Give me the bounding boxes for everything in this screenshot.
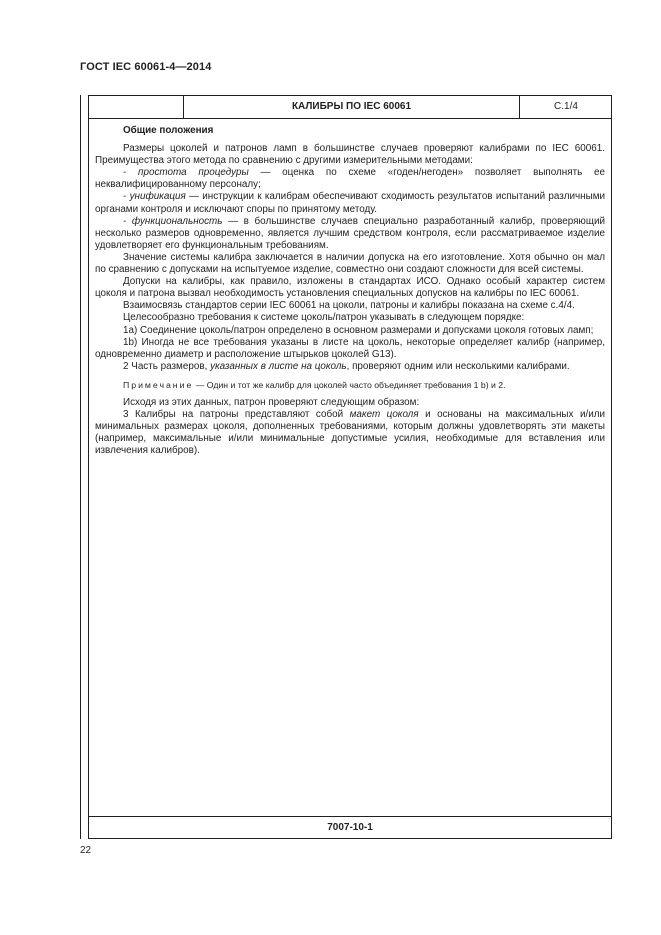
sheet-frame — [88, 95, 612, 839]
note — [95, 379, 605, 391]
paragraph-3 — [95, 409, 605, 457]
p2-italic: указанных в листе на цоколь — [210, 360, 347, 372]
paragraph-1b: 1b) Иногда не все требования указаны в листе на цоколь, некоторые определяет калибр (например, одновременно диаметр и расположение штырьков цоколей G13). — [95, 336, 605, 360]
paragraph-intro: Размеры цоколей и патронов ламп в большинстве случаев проверяют калибрами по IEC 60061. Преимущества этого метода по сравнению с другими измерительными методами: — [95, 143, 605, 167]
sheet-number: С.1/4 — [519, 96, 612, 118]
sheet-body — [95, 125, 605, 457]
note-label: Примечание — [123, 379, 194, 390]
p3-text-b: и основаны на максимальных и/или минимальных размерах цоколя, дополненных требованиями, которым должны удовлетворять эти макеты (например, максимальные и/или минимальные допустимые усилия, необходимые для вставления или извлечения калибров). — [95, 409, 605, 457]
header-blank-cell — [89, 96, 184, 118]
sheet-footer-code: 7007-10-1 — [89, 816, 611, 838]
term-simplicity: - простота процедуры — [123, 167, 249, 179]
term-functionality: - функциональность — [123, 215, 223, 227]
paragraph-order: Целесообразно требования к системе цоколь/патрон указывать в следующем порядке: — [123, 312, 525, 324]
sheet-header — [89, 96, 611, 119]
paragraph-relationship: Взаимосвязь стандартов серии IEC 60061 на цоколи, патроны и калибры показана на схеме с.4/4. — [123, 300, 575, 312]
bullet-simplicity — [95, 167, 605, 191]
p3-italic: макет цоколя — [349, 409, 419, 421]
bullet-unification — [95, 191, 605, 215]
text-functionality: — в большинстве случаев специально разработанный калибр, проверяющий несколько размеров одновременно, является лучшим средством контроля, если рассматриваемое изделие удовлетворяет его функциональным требованиям. — [95, 215, 605, 251]
term-unification: - унификация — [123, 191, 186, 203]
text-unification: — инструкции к калибрам обеспечивают сходимость результатов испытаний различными органами контроля и исключают споры по принятому методу. — [95, 191, 605, 215]
paragraph-tolerances: Допуски на калибры, как правило, изложены в стандартах ИСО. Однако особый характер систем цоколя и патрона вызвал необходимость установления специальных допусков на калибры по IEC 60061. — [95, 276, 605, 300]
paragraph-gauge-value: Значение системы калибра заключается в наличии допуска на его изготовление. Хотя обычно он мал по сравнению с допусками на испытуемое изделие, совместно они создают сложности для всей системы. — [95, 251, 605, 276]
sheet-title: КАЛИБРЫ ПО IEC 60061 — [291, 101, 412, 112]
binding-margin-line — [80, 95, 81, 839]
page-number: 22 — [80, 845, 92, 856]
bullet-functionality — [95, 216, 605, 252]
p2-text-b: , проверяют одним или несколькими калибрами. — [346, 360, 570, 372]
paragraph-1a: 1a) Соединение цоколь/патрон определено в основном размерами и допусками цоколя готовых ламп; — [123, 324, 594, 336]
standard-designation: ГОСТ IEC 60061-4—2014 — [80, 61, 212, 73]
note-text: — Один и тот же калибр для цоколей часто объединяет требования 1 b) и 2. — [193, 379, 506, 390]
p2-text-a: 2 Часть размеров, — [123, 360, 211, 372]
paragraph-2 — [95, 361, 605, 373]
paragraph-holder-check: Исходя из этих данных, патрон проверяют следующим образом: — [123, 396, 420, 408]
text-simplicity: — оценка по схеме «годен/негоден» позволяет выполнять ее неквалифицированному персоналу; — [95, 167, 605, 191]
p3-text-a: 3 Калибры на патроны представляют собой — [123, 409, 350, 421]
section-heading: Общие положения — [123, 125, 214, 136]
